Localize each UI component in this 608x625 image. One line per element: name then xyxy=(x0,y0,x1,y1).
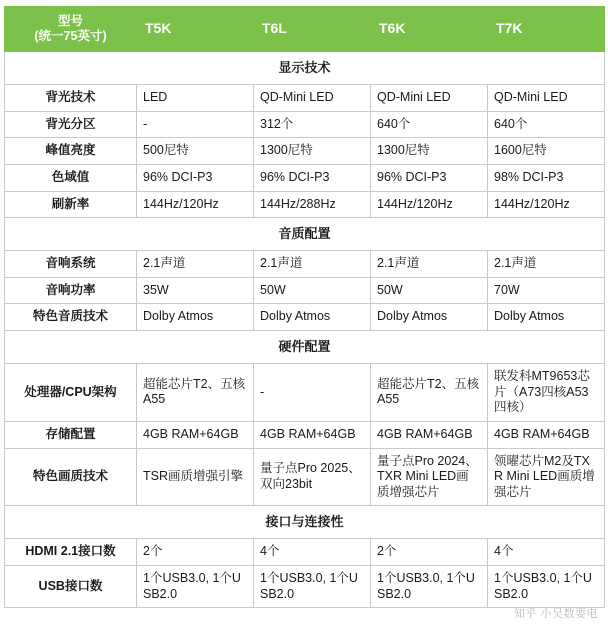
header-col-3: T6K xyxy=(371,7,488,52)
row-value: LED xyxy=(137,85,254,112)
row-value: 500尼特 xyxy=(137,138,254,165)
section-header-row xyxy=(5,506,605,539)
spec-table xyxy=(4,6,605,608)
section-header-row xyxy=(5,52,605,85)
table-row xyxy=(5,191,605,218)
row-value: 1个USB3.0, 1个USB2.0 xyxy=(371,566,488,608)
section-title-audio: 音质配置 xyxy=(5,218,605,251)
row-value: 35W xyxy=(137,277,254,304)
row-value: 4GB RAM+64GB xyxy=(254,421,371,448)
header-model-line1: 型号 xyxy=(57,14,83,28)
row-value: 2.1声道 xyxy=(488,251,605,278)
row-value: 领曜芯片M2及TXR Mini LED画质增强芯片 xyxy=(488,448,605,506)
table-row xyxy=(5,164,605,191)
row-value: 640个 xyxy=(488,111,605,138)
row-value: 96% DCI-P3 xyxy=(137,164,254,191)
table-row xyxy=(5,448,605,506)
row-value: 96% DCI-P3 xyxy=(371,164,488,191)
section-title-hardware: 硬件配置 xyxy=(5,331,605,364)
row-value: 640个 xyxy=(371,111,488,138)
table-header-row xyxy=(5,7,605,52)
header-col-1: T5K xyxy=(137,7,254,52)
row-value: - xyxy=(254,364,371,422)
row-value: Dolby Atmos xyxy=(137,304,254,331)
row-value: 50W xyxy=(371,277,488,304)
row-label: 特色画质技术 xyxy=(5,448,137,506)
row-value: Dolby Atmos xyxy=(254,304,371,331)
row-label: 峰值亮度 xyxy=(5,138,137,165)
watermark: 知乎 小吴数要电 xyxy=(513,608,598,620)
row-value: 2个 xyxy=(137,539,254,566)
table-row xyxy=(5,111,605,138)
row-label: 背光分区 xyxy=(5,111,137,138)
table-row xyxy=(5,566,605,608)
section-title-connectivity: 接口与连接性 xyxy=(5,506,605,539)
row-value: 1个USB3.0, 1个USB2.0 xyxy=(137,566,254,608)
row-value: 4GB RAM+64GB xyxy=(371,421,488,448)
row-value: 量子点Pro 2025、双向23bit xyxy=(254,448,371,506)
row-value: 2.1声道 xyxy=(254,251,371,278)
row-label: 存储配置 xyxy=(5,421,137,448)
row-label: 背光技术 xyxy=(5,85,137,112)
row-value: 144Hz/120Hz xyxy=(488,191,605,218)
row-value: 98% DCI-P3 xyxy=(488,164,605,191)
header-model-line2: (统一75英寸) xyxy=(34,29,107,43)
table-row xyxy=(5,539,605,566)
row-value: 2.1声道 xyxy=(371,251,488,278)
row-value: 1300尼特 xyxy=(371,138,488,165)
header-col-4: T7K xyxy=(488,7,605,52)
table-row xyxy=(5,364,605,422)
row-value: 1个USB3.0, 1个USB2.0 xyxy=(488,566,605,608)
row-value: QD-Mini LED xyxy=(254,85,371,112)
row-value: 超能芯片T2、五核A55 xyxy=(137,364,254,422)
row-value: 144Hz/288Hz xyxy=(254,191,371,218)
row-value: 1600尼特 xyxy=(488,138,605,165)
row-value: 4GB RAM+64GB xyxy=(137,421,254,448)
table-row xyxy=(5,421,605,448)
row-value: 量子点Pro 2024、TXR Mini LED画质增强芯片 xyxy=(371,448,488,506)
row-value: 144Hz/120Hz xyxy=(137,191,254,218)
row-label: USB接口数 xyxy=(5,566,137,608)
row-value: 144Hz/120Hz xyxy=(371,191,488,218)
row-value: Dolby Atmos xyxy=(371,304,488,331)
row-value: 4个 xyxy=(488,539,605,566)
table-row xyxy=(5,277,605,304)
header-model-cell xyxy=(5,7,137,52)
header-col-2: T6L xyxy=(254,7,371,52)
row-value: 联发科MT9653芯片（A73四核A53四核） xyxy=(488,364,605,422)
section-title-display: 显示技术 xyxy=(5,52,605,85)
row-value: 2个 xyxy=(371,539,488,566)
row-label: 刷新率 xyxy=(5,191,137,218)
row-label: 色域值 xyxy=(5,164,137,191)
row-value: 超能芯片T2、五核A55 xyxy=(371,364,488,422)
section-header-row xyxy=(5,218,605,251)
row-value: QD-Mini LED xyxy=(488,85,605,112)
row-value: 2.1声道 xyxy=(137,251,254,278)
row-value: QD-Mini LED xyxy=(371,85,488,112)
row-label: HDMI 2.1接口数 xyxy=(5,539,137,566)
row-label: 音响系统 xyxy=(5,251,137,278)
section-header-row xyxy=(5,331,605,364)
row-value: 1300尼特 xyxy=(254,138,371,165)
row-value: 1个USB3.0, 1个USB2.0 xyxy=(254,566,371,608)
row-label: 音响功率 xyxy=(5,277,137,304)
row-value: 4GB RAM+64GB xyxy=(488,421,605,448)
row-value: - xyxy=(137,111,254,138)
table-row xyxy=(5,304,605,331)
row-value: TSR画质增强引擎 xyxy=(137,448,254,506)
row-value: 96% DCI-P3 xyxy=(254,164,371,191)
row-value: 70W xyxy=(488,277,605,304)
row-value: 312个 xyxy=(254,111,371,138)
row-label: 处理器/CPU架构 xyxy=(5,364,137,422)
row-label: 特色音质技术 xyxy=(5,304,137,331)
table-row xyxy=(5,85,605,112)
row-value: 50W xyxy=(254,277,371,304)
row-value: Dolby Atmos xyxy=(488,304,605,331)
row-value: 4个 xyxy=(254,539,371,566)
table-row xyxy=(5,251,605,278)
table-row xyxy=(5,138,605,165)
